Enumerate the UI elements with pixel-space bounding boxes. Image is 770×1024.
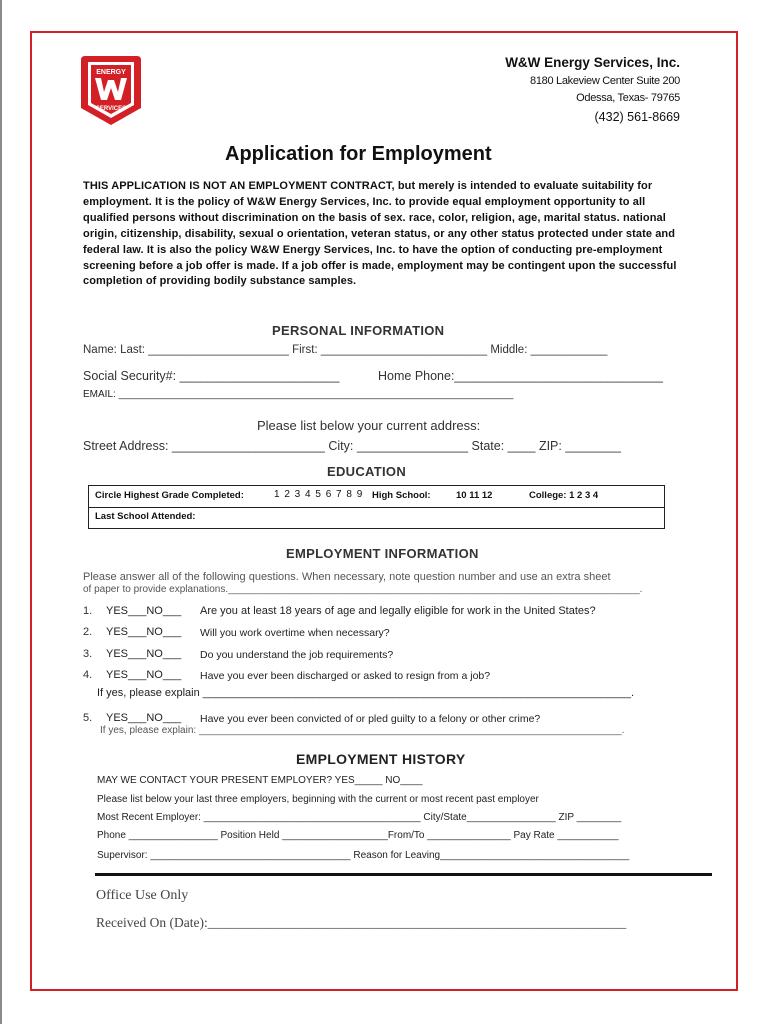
question-text: Are you at least 18 years of age and legally eligible for work in the United States? — [200, 605, 596, 617]
question-number: 2. — [83, 626, 93, 638]
instructions-line1: Please answer all of the following questions. When necessary, note question number and use an extra sheet — [83, 571, 611, 583]
received-on-field[interactable]: Received On (Date):______________________________________________________________ — [96, 915, 627, 930]
education-heading: EDUCATION — [327, 464, 407, 479]
explain-q5-field[interactable]: If yes, please explain: ____________________________________________________________________________. — [100, 725, 625, 736]
last-school-field[interactable]: Last School Attended: — [95, 511, 196, 522]
question-text: Have you ever been convicted of or pled guilty to a felony or other crime? — [200, 713, 541, 725]
college-values[interactable]: College: 1 2 3 4 — [529, 490, 599, 501]
supervisor-row[interactable]: Supervisor: ____________________________________ Reason for Leaving__________________________________ — [97, 850, 630, 861]
personal-heading: PERSONAL INFORMATION — [272, 323, 445, 338]
company-address-line2: Odessa, Texas- 79765 — [576, 91, 680, 104]
company-header — [505, 56, 680, 123]
question-text: Do you understand the job requirements? — [200, 649, 394, 661]
question-answer[interactable]: YES___NO___ — [106, 626, 182, 638]
company-logo — [77, 52, 145, 128]
logo-bottom-text: SERVICES — [95, 106, 127, 112]
question-number: 5. — [83, 712, 93, 724]
employment-history-heading: EMPLOYMENT HISTORY — [296, 751, 466, 767]
high-school-label: High School: — [372, 490, 431, 501]
question-text: Will you work overtime when necessary? — [200, 627, 390, 639]
grade-label: Circle Highest Grade Completed: — [95, 490, 244, 501]
grade-values[interactable]: 1 2 3 4 5 6 7 8 9 — [274, 489, 364, 500]
phone-position-row[interactable]: Phone ________________ Position Held ___________________From/To _______________ Pay Rate ___________ — [97, 830, 619, 841]
high-school-values[interactable]: 10 11 12 — [456, 490, 493, 501]
page-title: Application for Employment — [225, 143, 492, 165]
history-instructions: Please list below your last three employers, beginning with the current or most recent past employer — [97, 794, 539, 805]
viewer-edge — [0, 0, 2, 1024]
company-address-line1: 8180 Lakeview Center Suite 200 — [530, 74, 680, 87]
question-answer[interactable]: YES___NO___ — [106, 712, 182, 724]
home-phone-field-row[interactable]: Home Phone:______________________________ — [378, 369, 663, 383]
question-answer[interactable]: YES___NO___ — [106, 648, 182, 660]
company-name: W&W Energy Services, Inc. — [505, 55, 680, 70]
contact-employer-row[interactable]: MAY WE CONTACT YOUR PRESENT EMPLOYER? YES_____ NO____ — [97, 775, 423, 786]
question-answer[interactable]: YES___NO___ — [106, 605, 182, 617]
employer-field-row[interactable]: Most Recent Employer: _______________________________________ City/State________________ ZIP ________ — [97, 812, 622, 823]
email-field-row[interactable]: EMAIL: _______________________________________________________________________ — [83, 389, 514, 400]
employment-info-heading: EMPLOYMENT INFORMATION — [286, 546, 479, 561]
ssn-field-row[interactable]: Social Security#: _______________________ — [83, 369, 340, 383]
education-divider — [89, 507, 664, 508]
education-box — [88, 485, 665, 529]
company-phone: (432) 561-8669 — [594, 109, 680, 124]
address-field-row[interactable]: Street Address: ______________________ City: ________________ State: ____ ZIP: ________ — [83, 439, 621, 453]
explain-q4-field[interactable]: If yes, please explain ______________________________________________________________________. — [97, 687, 635, 699]
question-number: 1. — [83, 605, 93, 617]
address-prompt: Please list below your current address: — [257, 418, 481, 433]
question-number: 3. — [83, 648, 93, 660]
logo-top-text: ENERGY — [96, 69, 126, 76]
question-text: Have you ever been discharged or asked to resign from a job? — [200, 670, 491, 682]
section-divider — [95, 873, 712, 876]
office-use-label: Office Use Only — [96, 888, 189, 903]
instructions-line2: of paper to provide explanations.__________________________________________________________________________. — [83, 584, 643, 595]
disclaimer-paragraph: THIS APPLICATION IS NOT AN EMPLOYMENT CONTRACT, but merely is intended to evaluate suitability for employment. It is the policy of W&W Energy Services, Inc. to provide equal employment opportunity to all qualified persons without discrimination on the basis of sex. race, color, religion, age, marital status. national origin, citizenship, disability, sexual o orientation, veteran status, or any other status protected under state and federal law. It is also the policy W&W Energy Services, Inc. to have the option of conducting pre-employment screening before a job offer is made. If a job offer is made, employment may be contingent upon the successful completion of providing bodily substance samples. — [83, 180, 677, 288]
question-answer[interactable]: YES___NO___ — [106, 669, 182, 681]
question-number: 4. — [83, 669, 93, 681]
name-field-row[interactable]: Name: Last: ______________________ First: __________________________ Middle: ____________ — [83, 344, 608, 356]
